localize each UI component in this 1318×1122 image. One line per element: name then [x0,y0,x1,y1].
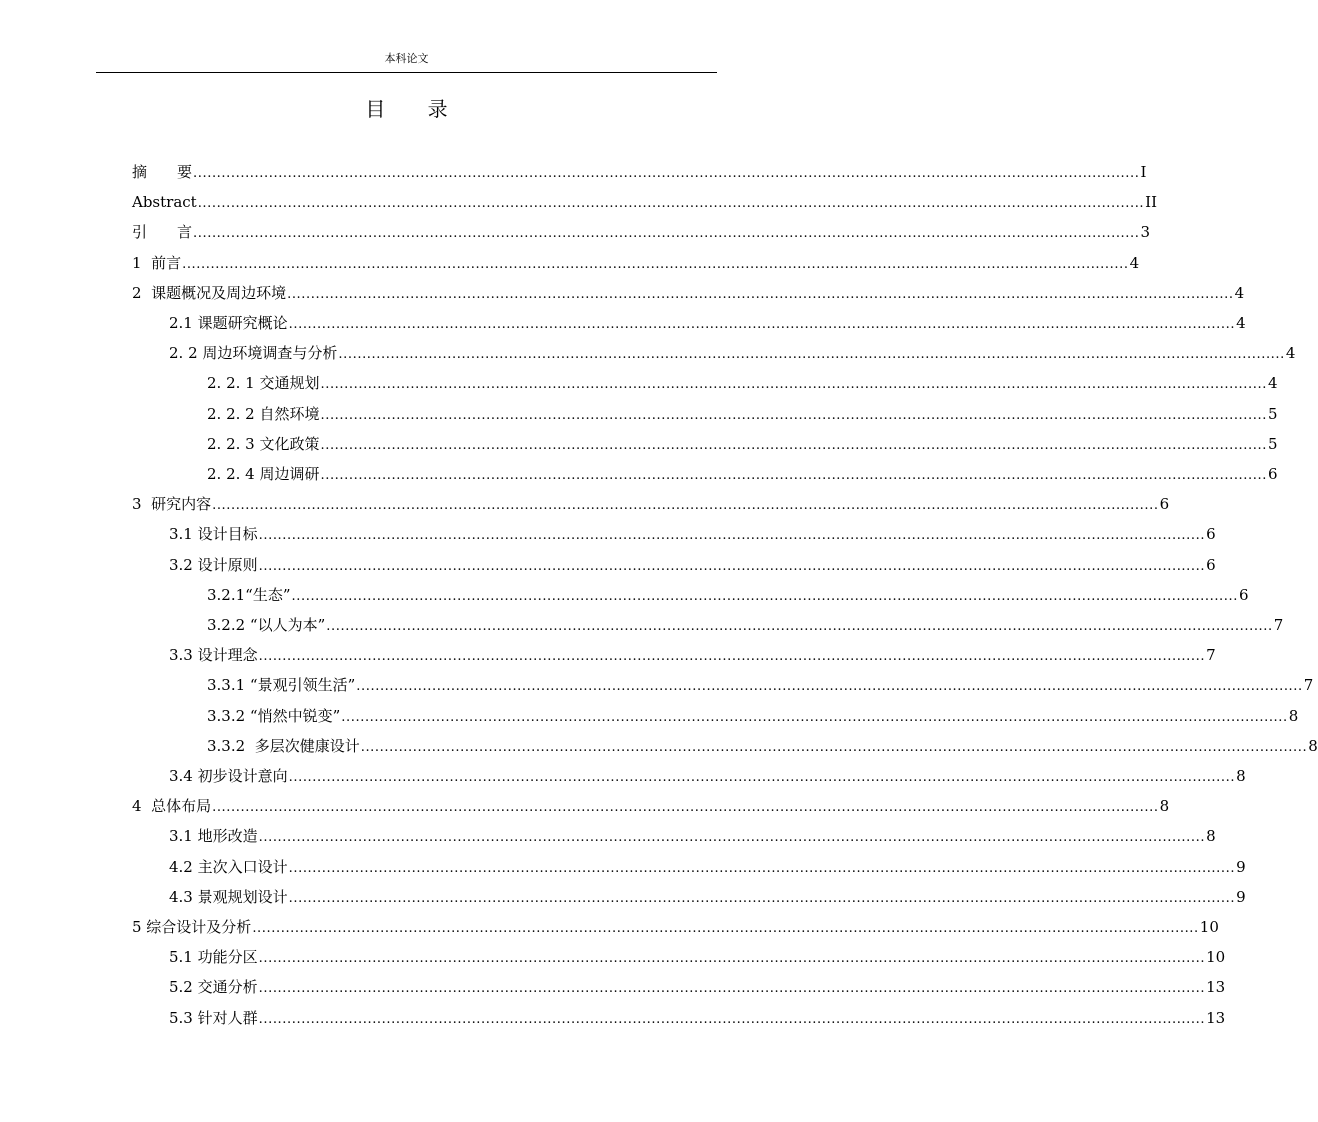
toc-entry-page-number: 6 [1206,525,1216,544]
toc-entry[interactable] [132,489,1170,519]
toc-entry[interactable] [169,550,1216,580]
toc-dot-leader: ........................................................................................................................................................................................................ [212,800,1159,816]
toc-dot-leader: ........................................................................................................................................................................................................ [287,286,1234,302]
toc-entry-label: 3.2 设计原则 [169,555,258,574]
toc-entry-page-number: 4 [1129,253,1140,272]
toc-entry-label: 5.3 针对人群 [169,1008,258,1027]
toc-entry[interactable] [207,610,1284,640]
toc-entry[interactable] [169,821,1216,851]
toc-entry[interactable] [207,580,1249,610]
toc-entry[interactable] [132,187,1158,217]
page-header: 本科论文 [384,52,429,65]
toc-entry-label: 2. 2. 4 周边调研 [207,465,320,483]
toc-entry-page-number: 4 [1236,314,1246,332]
toc-entry[interactable] [207,731,1318,761]
toc-dot-leader: ........................................................................................................................................................................................................ [193,166,1140,181]
toc-dot-leader: ........................................................................................................................................................................................................ [326,619,1273,634]
toc-entry[interactable] [169,338,1296,368]
toc-entry-page-number: 7 [1273,616,1284,634]
toc-entry[interactable] [169,882,1246,912]
toc-entry-label: 2. 2 周边环境调查与分析 [169,344,338,363]
toc-entry[interactable] [169,1003,1226,1033]
toc-entry[interactable] [207,368,1278,398]
toc-entry-label: 4.2 主次入口设计 [169,857,288,876]
toc-dot-leader: ........................................................................................................................................................................................................ [288,890,1236,906]
toc-dot-leader: ........................................................................................................................................................................................................ [258,830,1206,846]
toc-entry-label: 5.1 功能分区 [169,948,258,967]
toc-entry-page-number: 8 [1288,706,1299,725]
toc-entry-label: 2 课题概况及周边环境 [132,283,287,302]
toc-dot-leader: ........................................................................................................................................................................................................ [338,347,1285,363]
toc-entry-page-number: 4 [1267,374,1278,393]
toc-dot-leader: ........................................................................................................................................................................................................ [320,437,1267,453]
toc-entry-label: 3.1 设计目标 [169,525,258,544]
toc-dot-leader: ........................................................................................................................................................................................................ [320,407,1267,423]
toc-entry-page-number: II [1145,193,1158,212]
toc-title: 目 录 [365,97,448,121]
toc-entry-label: 3.4 初步设计意向 [169,767,288,785]
toc-entry-page-number: 4 [1285,344,1296,363]
toc-entry-label: 5 综合设计及分析 [132,918,252,936]
toc-dot-leader: ........................................................................................................................................................................................................ [212,498,1159,514]
toc-entry[interactable] [169,519,1216,549]
toc-entry[interactable] [169,308,1246,338]
toc-dot-leader: ........................................................................................................................................................................................................ [258,558,1206,574]
toc-entry[interactable] [132,217,1151,247]
toc-entry[interactable] [169,852,1246,882]
toc-entry-page-number: 10 [1199,918,1219,936]
toc-entry-page-number: 3 [1140,223,1151,242]
toc-entry[interactable] [132,791,1170,821]
toc-entry-label: 4 总体布局 [132,797,212,816]
toc-entry-page-number: 5 [1267,434,1278,453]
toc-entry-label: 3.1 地形改造 [169,827,258,846]
toc-entry-label: 3.2.2 “以人为本” [207,616,326,634]
toc-dot-leader: ........................................................................................................................................................................................................ [320,468,1267,483]
toc-entry[interactable] [207,429,1278,459]
toc-entry-page-number: 6 [1238,585,1249,604]
toc-dot-leader: ........................................................................................................................................................................................................ [288,317,1236,332]
toc-dot-leader: ........................................................................................................................................................................................................ [193,226,1140,242]
toc-entry-label: 3.3.1 “景观引领生活” [207,676,356,695]
toc-entry-page-number: 10 [1206,948,1226,967]
toc-entry-page-number: 9 [1236,887,1246,906]
toc-entry-label: 4.3 景观规划设计 [169,887,288,906]
toc-entry-label: 引 言 [132,223,193,242]
toc-entry-label: 3.3.2 多层次健康设计 [207,736,360,755]
toc-entry-label: 摘 要 [132,163,193,181]
toc-dot-leader: ........................................................................................................................................................................................................ [258,1011,1206,1027]
toc-entry[interactable] [169,761,1246,791]
toc-dot-leader: ........................................................................................................................................................................................................ [258,951,1206,967]
toc-entry[interactable] [207,399,1278,429]
toc-entry-page-number: 5 [1267,404,1278,423]
toc-dot-leader: ........................................................................................................................................................................................................ [258,528,1206,544]
toc-entry-label: 3.2.1“生态” [207,585,291,604]
toc-dot-leader: ........................................................................................................................................................................................................ [258,981,1206,997]
toc-entry-page-number: 7 [1206,646,1216,665]
toc-dot-leader: ........................................................................................................................................................................................................ [341,709,1288,725]
toc-dot-leader: ........................................................................................................................................................................................................ [291,588,1238,604]
toc-entry[interactable] [207,670,1314,700]
toc-dot-leader: ........................................................................................................................................................................................................ [197,196,1145,212]
header-divider [96,72,717,73]
toc-entry-page-number: 13 [1206,978,1226,997]
toc-dot-leader: ........................................................................................................................................................................................................ [288,770,1236,785]
toc-entry-label: 3 研究内容 [132,495,212,514]
toc-entry[interactable] [169,972,1226,1002]
toc-entry[interactable] [132,248,1140,278]
toc-entry-label: 3.3 设计理念 [169,646,258,665]
toc-entry-page-number: 13 [1206,1008,1226,1027]
toc-entry-page-number: I [1140,163,1147,181]
toc-entry-label: 2.1 课题研究概论 [169,314,288,332]
toc-entry[interactable] [207,459,1278,489]
toc-entry[interactable] [132,278,1245,308]
toc-entry-label: 2. 2. 1 交通规划 [207,374,320,393]
toc-dot-leader: ........................................................................................................................................................................................................ [182,256,1129,272]
toc-entry-label: 2. 2. 3 文化政策 [207,434,320,453]
toc-entry-page-number: 8 [1206,827,1216,846]
toc-entry-label: 5.2 交通分析 [169,978,258,997]
toc-entry[interactable] [169,942,1226,972]
toc-dot-leader: ........................................................................................................................................................................................................ [252,921,1199,936]
toc-dot-leader: ........................................................................................................................................................................................................ [258,649,1206,665]
toc-entry-page-number: 8 [1236,767,1246,785]
toc-entry-label: Abstract [132,193,197,212]
toc-entry[interactable] [132,157,1147,187]
toc-entry-page-number: 8 [1308,736,1318,755]
toc-dot-leader: ........................................................................................................................................................................................................ [320,377,1267,393]
toc-entry-page-number: 6 [1206,555,1216,574]
toc-entry-page-number: 7 [1303,676,1314,695]
toc-dot-leader: ........................................................................................................................................................................................................ [288,860,1236,876]
toc-entry[interactable] [169,640,1216,670]
toc-entry-page-number: 6 [1267,465,1278,483]
toc-entry-page-number: 6 [1159,495,1170,514]
toc-entry-label: 1 前言 [132,253,182,272]
toc-dot-leader: ........................................................................................................................................................................................................ [356,679,1303,695]
toc-entry[interactable] [207,701,1299,731]
toc-entry[interactable] [132,912,1219,942]
toc-entry-label: 2. 2. 2 自然环境 [207,404,320,423]
toc-entry-label: 3.3.2 “悄然中锐变” [207,706,341,725]
toc-entry-page-number: 8 [1159,797,1170,816]
toc-entry-page-number: 9 [1236,857,1246,876]
toc-entry-page-number: 4 [1234,283,1245,302]
toc-dot-leader: ........................................................................................................................................................................................................ [360,739,1308,755]
